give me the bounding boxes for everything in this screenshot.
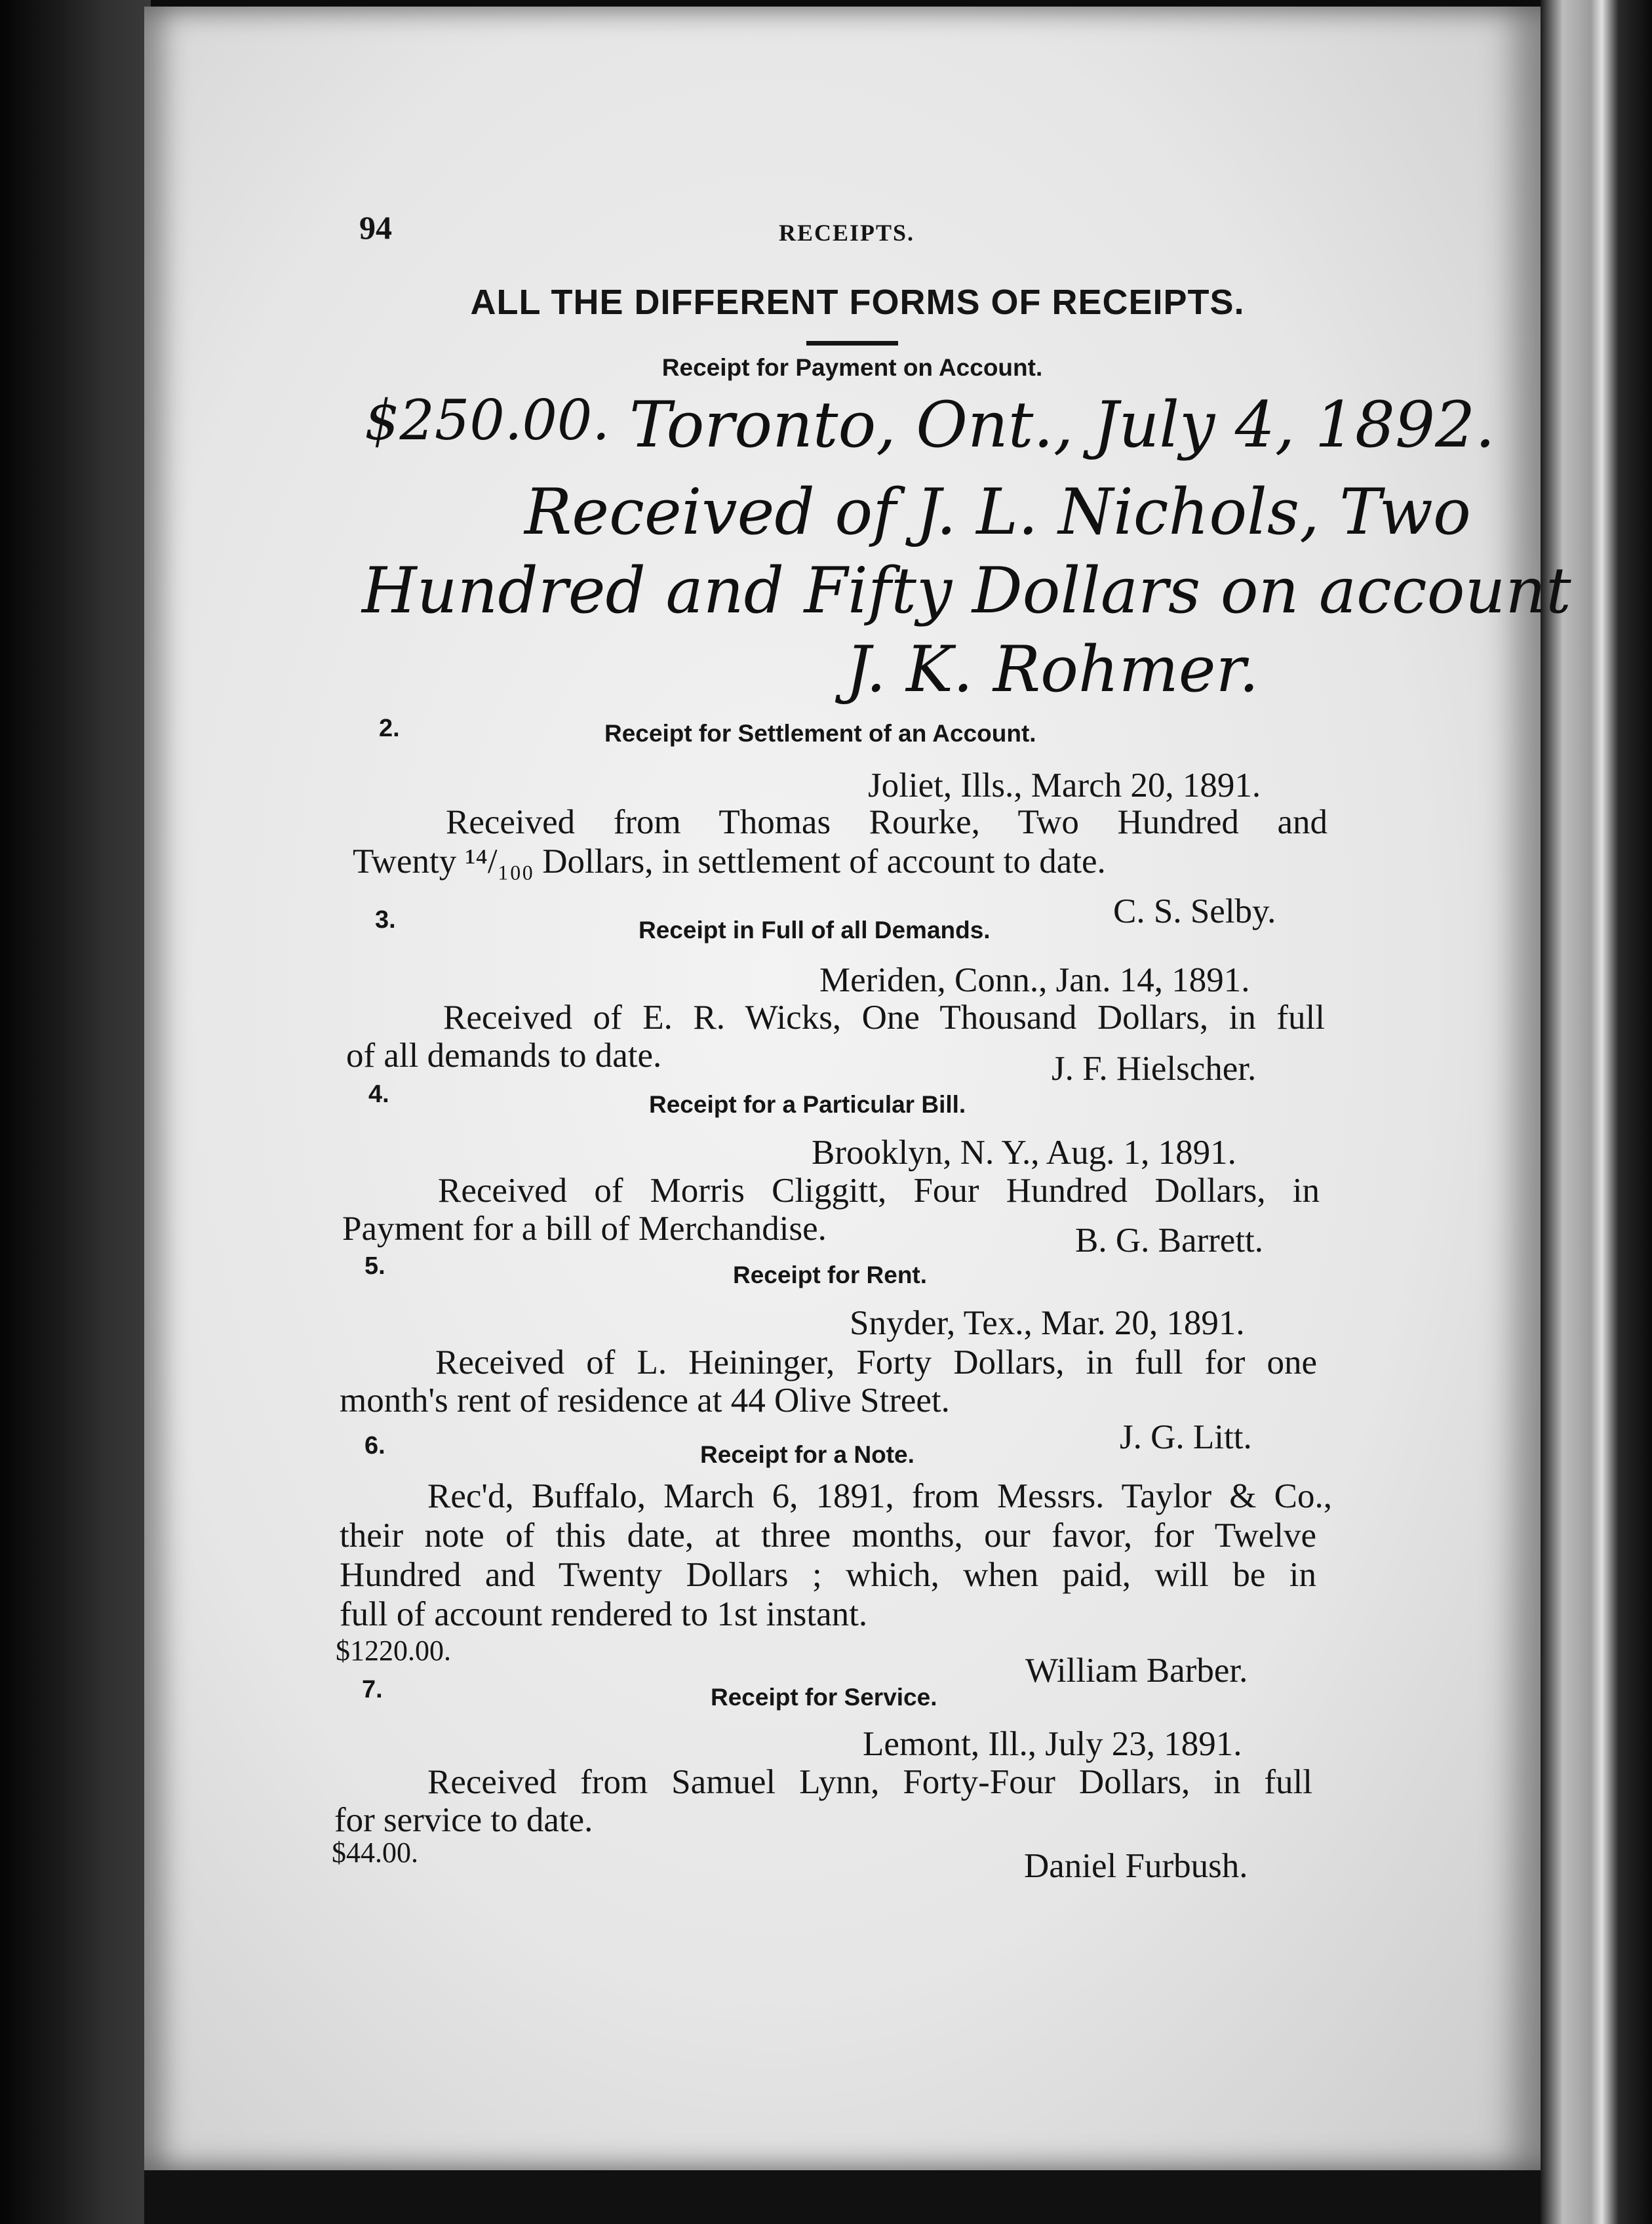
title-rule — [806, 341, 898, 346]
receipt4-line2: Payment for a bill of Merchandise. — [342, 1210, 827, 1248]
receipt4-number: 4. — [368, 1081, 389, 1108]
receipt3-signature: J. F. Hielscher. — [1052, 1050, 1257, 1088]
page-title: ALL THE DIFFERENT FORMS OF RECEIPTS. — [470, 283, 1245, 322]
receipt7-line1: Received from Samuel Lynn, Forty-Four Dollars, in full — [427, 1763, 1312, 1801]
receipt1-line2: Hundred and Fifty Dollars on account — [362, 554, 1571, 627]
receipt5-heading: Receipt for Rent. — [733, 1261, 928, 1288]
next-page-edge — [1541, 0, 1652, 2224]
receipt6-number: 6. — [364, 1432, 385, 1460]
receipt6-heading: Receipt for a Note. — [700, 1441, 914, 1468]
receipt5-place-date: Snyder, Tex., Mar. 20, 1891. — [850, 1304, 1245, 1342]
receipt7-amount: $44.00. — [332, 1837, 418, 1869]
receipt4-signature: B. G. Barrett. — [1075, 1221, 1264, 1260]
receipt7-number: 7. — [362, 1676, 383, 1703]
receipt6-signature: William Barber. — [1025, 1652, 1248, 1690]
receipt6-line1: Rec'd, Buffalo, March 6, 1891, from Messrs. Taylor & Co., — [427, 1477, 1332, 1515]
receipt6-line2: their note of this date, at three months, our favor, for Twelve — [340, 1517, 1316, 1555]
receipt3-line2: of all demands to date. — [346, 1037, 662, 1075]
receipt4-place-date: Brooklyn, N. Y., Aug. 1, 1891. — [812, 1134, 1236, 1172]
receipt5-line1: Received of L. Heininger, Forty Dollars, in full for one — [435, 1343, 1317, 1381]
receipt4-heading: Receipt for a Particular Bill. — [649, 1091, 966, 1118]
receipt1-line1: Received of J. L. Nichols, Two — [524, 475, 1471, 549]
receipt3-heading: Receipt in Full of all Demands. — [639, 917, 991, 943]
receipt1-heading: Receipt for Payment on Account. — [661, 354, 1043, 381]
receipt1-place-date: Toronto, Ont., July 4, 1892. — [629, 388, 1495, 462]
receipt6-line3: Hundred and Twenty Dollars ; which, when paid, will be in — [340, 1556, 1316, 1594]
receipt6-line4: full of account rendered to 1st instant. — [340, 1595, 868, 1633]
receipt6-amount: $1220.00. — [336, 1635, 451, 1667]
receipt7-signature: Daniel Furbush. — [1024, 1847, 1248, 1885]
receipt7-place-date: Lemont, Ill., July 23, 1891. — [863, 1725, 1242, 1763]
receipt5-signature: J. G. Litt. — [1120, 1418, 1252, 1456]
receipt3-number: 3. — [375, 906, 396, 934]
receipt4-line1: Received of Morris Cliggitt, Four Hundred Dollars, in — [438, 1172, 1320, 1210]
page-number: 94 — [359, 209, 392, 246]
receipt1-amount: $250.00. — [364, 388, 610, 452]
receipt2-line1: Received from Thomas Rourke, Two Hundred and — [446, 803, 1328, 841]
receipt5-number: 5. — [364, 1252, 385, 1280]
receipt5-line2: month's rent of residence at 44 Olive Street. — [340, 1381, 950, 1420]
receipt2-place-date: Joliet, Ills., March 20, 1891. — [868, 766, 1261, 804]
receipt2-line2: Twenty ¹⁴/₁₀₀ Dollars, in settlement of account to date. — [353, 843, 1106, 881]
receipt3-place-date: Meriden, Conn., Jan. 14, 1891. — [819, 961, 1250, 999]
scan-bottom-border — [144, 2170, 1541, 2224]
receipt3-line1: Received of E. R. Wicks, One Thousand Dollars, in full — [443, 999, 1325, 1037]
receipt2-number: 2. — [379, 715, 400, 742]
running-head: RECEIPTS. — [779, 220, 915, 246]
book-spine-shadow — [0, 0, 151, 2224]
receipt7-line2: for service to date. — [334, 1801, 593, 1839]
receipt2-signature: C. S. Selby. — [1113, 892, 1276, 930]
receipt2-heading: Receipt for Settlement of an Account. — [604, 720, 1036, 747]
receipt1-signature: J. K. Rohmer. — [846, 633, 1259, 706]
receipt7-heading: Receipt for Service. — [711, 1684, 937, 1711]
